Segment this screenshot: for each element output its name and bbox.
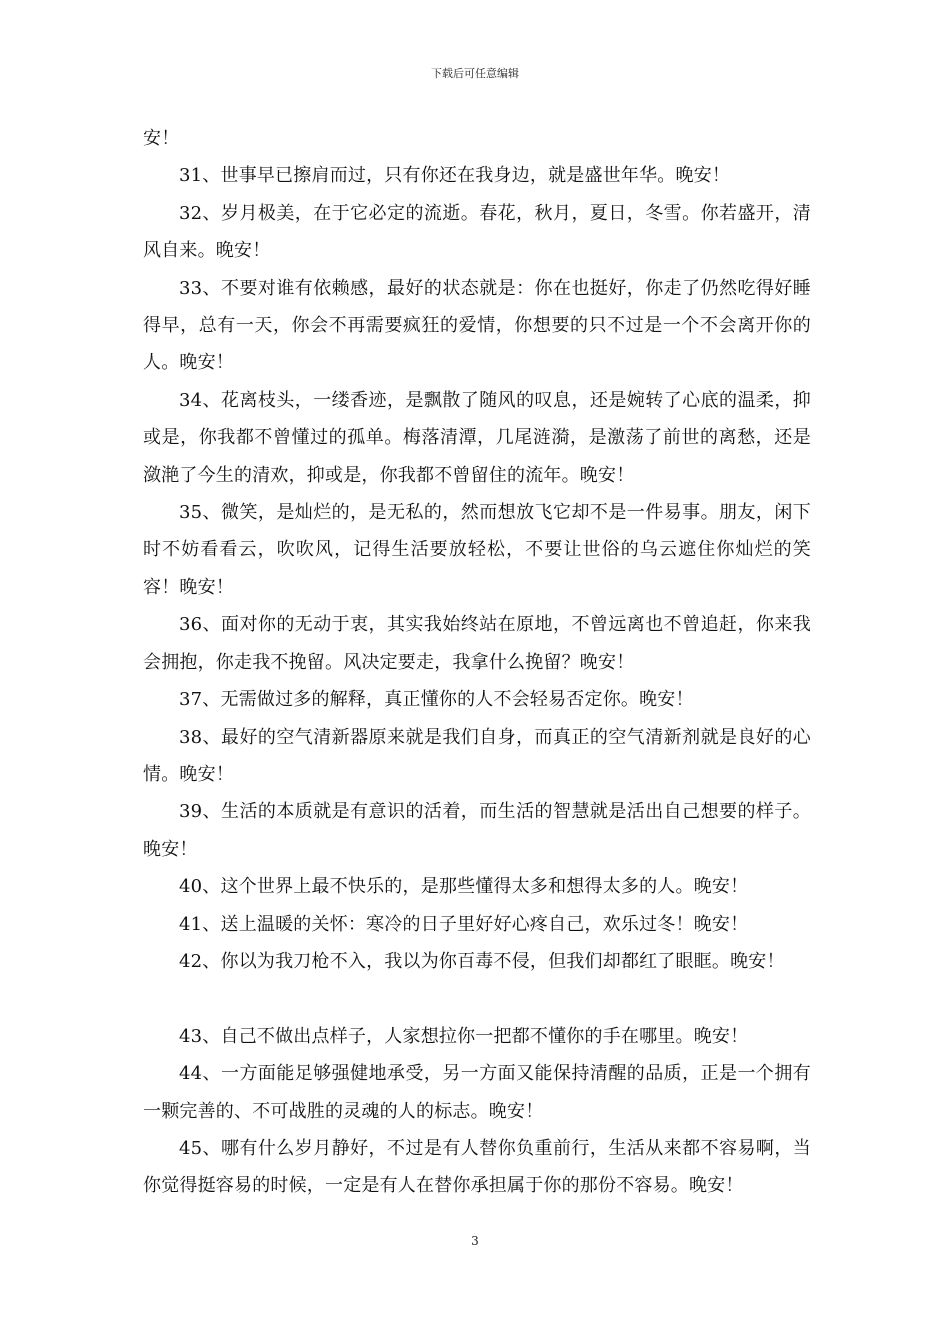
- paragraph-39: 39、生活的本质就是有意识的活着，而生活的智慧就是活出自己想要的样子。晚安！: [143, 801, 811, 860]
- page-header: 下载后可任意编辑: [431, 67, 519, 80]
- paragraph-32: 32、岁月极美，在于它必定的流逝。春花，秋月，夏日，冬雪。你若盛开，清风自来。晚安！: [143, 202, 811, 262]
- paragraph-42: 42、你以为我刀枪不入，我以为你百毒不侵，但我们却都红了眼眶。晚安！: [179, 950, 785, 972]
- paragraph-40: 40、这个世界上最不快乐的，是那些懂得太多和想得太多的人。晚安！: [179, 876, 749, 898]
- blank-line: [143, 980, 811, 1017]
- paragraph-36: 36、面对你的无动于衷，其实我始终站在原地，不曾远离也不曾追赶，你来我会拥抱，你走我不挽留。风决定要走，我拿什么挽留？晚安！: [143, 614, 811, 673]
- paragraph-41: 41、送上温暖的关怀：寒冷的日子里好好心疼自己，欢乐过冬！晚安！: [179, 913, 749, 935]
- paragraph-35: 35、微笑，是灿烂的，是无私的，然而想放飞它却不是一件易事。朋友，闲下时不妨看看云，吹吹风，记得生活要放轻松，不要让世俗的乌云遮住你灿烂的笑容！晚安！: [143, 502, 811, 598]
- document-body: [143, 120, 811, 1205]
- paragraph-38: 38、最好的空气清新器原来就是我们自身，而真正的空气清新剂就是良好的心情。晚安！: [143, 726, 811, 785]
- paragraph-continuation: 安！: [143, 128, 180, 149]
- paragraph-44: 44、一方面能足够强健地承受，另一方面又能保持清醒的品质，正是一个拥有一颗完善的、不可战胜的灵魂的人的标志。晚安！: [143, 1063, 811, 1122]
- paragraph-31: 31、世事早已擦肩而过，只有你还在我身边，就是盛世年华。晚安！: [179, 165, 731, 187]
- paragraph-43: 43、自己不做出点样子，人家想拉你一把都不懂你的手在哪里。晚安！: [179, 1025, 749, 1047]
- paragraph-45: 45、哪有什么岁月静好，不过是有人替你负重前行，生活从来都不容易啊，当你觉得挺容易的时候，一定是有人在替你承担属于你的那份不容易。晚安！: [143, 1137, 811, 1197]
- page-number: 3: [471, 1234, 479, 1248]
- paragraph-37: 37、无需做过多的解释，真正懂你的人不会轻易否定你。晚安！: [179, 689, 694, 711]
- paragraph-34: 34、花离枝头，一缕香迹，是飘散了随风的叹息，还是婉转了心底的温柔，抑或是，你我都不曾懂过的孤单。梅落清潭，几尾涟漪，是激荡了前世的离愁，还是潋滟了今生的清欢，抑或是，你我都不曾留住的流年。晚安！: [143, 389, 811, 486]
- paragraph-33: 33、不要对谁有依赖感，最好的状态就是：你在也挺好，你走了仍然吃得好睡得早，总有一天，你会不再需要疯狂的爱情，你想要的只不过是一个不会离开你的人。晚安！: [143, 277, 811, 374]
